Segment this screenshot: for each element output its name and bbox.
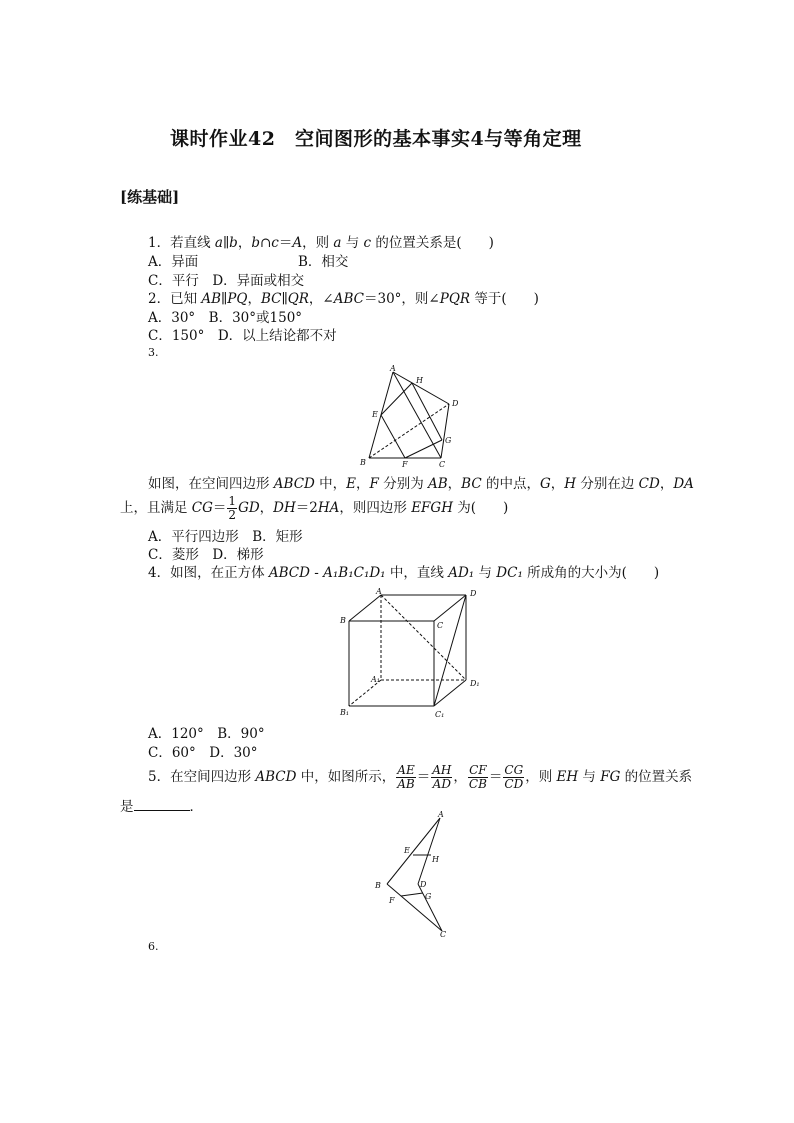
q5-stem-line2: 是 ． <box>120 799 203 815</box>
q5-figure <box>365 810 455 940</box>
q5-stem-line1: 5．在空间四边形 ABCD 中，如图所示， $\frac{AE}{AB}$ ＝ $\frac{AH}{AD}$ ， $\frac{CF}{CB}$ ＝ $\frac{CG}{CD}$ ，则 EH 与 FG 的位置关系 <box>148 763 693 791</box>
q5-label-c: C <box>440 930 447 939</box>
q1-option-b: B．相交 <box>298 254 349 270</box>
q4-label-c: C <box>437 621 444 630</box>
q4-label-c1: C₁ <box>435 710 445 719</box>
q3-figure <box>355 362 465 470</box>
q4-figure <box>336 585 496 721</box>
q5-figure-lines <box>387 818 442 931</box>
q3-label-b: B <box>360 458 366 467</box>
q3-label-c: C <box>439 460 446 469</box>
q2-option-ab: A．30° B．30°或150° <box>148 310 303 326</box>
q4-label-b: B <box>340 616 346 625</box>
q3-label-e: E <box>372 410 378 419</box>
q4-label-d1: D₁ <box>470 679 480 688</box>
q4-label-a1: A₁ <box>371 675 380 684</box>
q3-label-f: F <box>402 460 408 469</box>
q5-label-g: G <box>425 892 432 901</box>
q5-fraction-cg-cd: $\frac{CG}{CD}$ <box>504 763 524 791</box>
page-title: 课时作业42 空间图形的基本事实4与等角定理 <box>170 128 582 150</box>
q1-option-a: A．异面 <box>148 254 199 270</box>
q4-option-cd: C．60° D．30° <box>148 745 258 761</box>
q5-fraction-cf-cb: $\frac{CF}{CB}$ <box>468 763 487 791</box>
q4-option-ab: A．120° B．90° <box>148 726 265 742</box>
q2-stem: 2．已知 AB∥PQ，BC∥QR，∠ABC＝30°，则∠PQR 等于( ) <box>148 291 539 307</box>
q4-hidden-lines <box>349 595 466 706</box>
q5-label-f: F <box>389 896 395 905</box>
q4-label-d: D <box>470 589 477 598</box>
q5-label-b: B <box>375 881 381 890</box>
q5-answer-blank[interactable] <box>134 798 190 811</box>
q3-option-cd: C．菱形 D．梯形 <box>148 547 264 563</box>
q4-label-b1: B₁ <box>340 708 350 717</box>
q3-figure-lines <box>369 372 449 458</box>
q3-stem-line2: 上，且满足 CG＝ $\frac{1}{2}$ GD，DH＝2HA，则四边形 EFGH 为( ) <box>120 494 509 522</box>
q5-label-d: D <box>420 880 427 889</box>
q5-label-e: E <box>404 846 410 855</box>
section-heading: [练基础] <box>120 188 180 206</box>
q5-label-a: A <box>438 810 444 819</box>
q4-figure-lines <box>349 595 466 706</box>
q4-stem: 4．如图，在正方体 ABCD - A₁B₁C₁D₁ 中，直线 AD₁ 与 DC₁ 所成角的大小为( ) <box>148 565 660 581</box>
q3-label-g: G <box>445 436 452 445</box>
q5-fraction-ah-ad: $\frac{AH}{AD}$ <box>432 763 452 791</box>
q3-label-a: A <box>390 364 396 373</box>
q1-option-cd: C．平行 D．异面或相交 <box>148 273 305 289</box>
q2-option-cd: C．150° D．以上结论都不对 <box>148 328 337 344</box>
q5-fraction-ae-ab: $\frac{AE}{AB}$ <box>397 763 415 791</box>
q3-option-ab: A．平行四边形 B．矩形 <box>148 529 303 545</box>
q3-label-d: D <box>452 399 459 408</box>
q4-label-a: A <box>376 587 382 596</box>
q3-label-h: H <box>416 376 423 385</box>
q5-label-h: H <box>432 855 439 864</box>
q3-fraction: $\frac{1}{2}$ <box>228 494 237 522</box>
q1-stem: 1．若直线 a∥b，b∩c＝A，则 a 与 c 的位置关系是( ) <box>148 235 494 251</box>
q3-stem-line1: 如图，在空间四边形 ABCD 中，E，F 分别为 AB，BC 的中点，G，H 分别在边 CD，DA <box>148 476 694 492</box>
q6-number: 6. <box>148 940 159 953</box>
q3-number: 3. <box>148 346 159 359</box>
